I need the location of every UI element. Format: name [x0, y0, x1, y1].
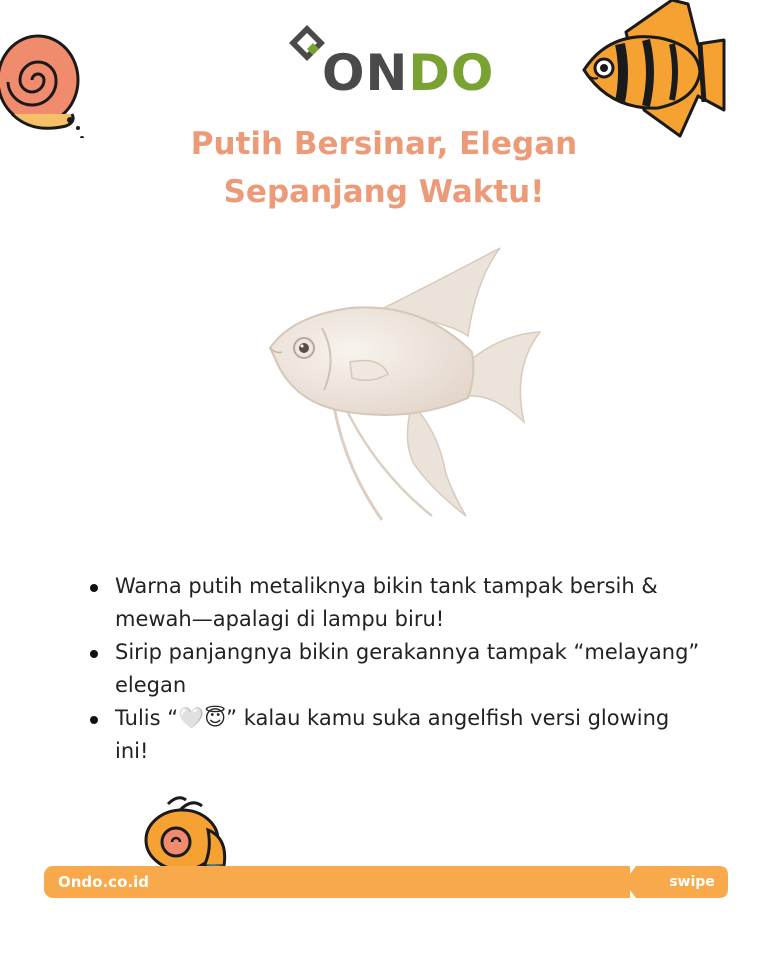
diamond-logo-icon: [288, 24, 326, 62]
white-angelfish-illustration: [262, 244, 552, 534]
swipe-button[interactable]: swipe: [669, 874, 715, 890]
snail-icon: [138, 794, 238, 872]
list-item: [88, 702, 708, 768]
snail-icon: [0, 14, 96, 138]
bullet-dot: [90, 716, 98, 724]
logo-wordmark: ONDO: [322, 44, 495, 102]
bullet-text: Sirip panjangnya bikin gerakannya tampak “melayang” elegan: [115, 640, 700, 697]
title-line-1: Putih Bersinar, Elegan: [190, 126, 578, 162]
page-title: [110, 120, 658, 216]
list-item: [88, 636, 708, 702]
website-link[interactable]: Ondo.co.id: [58, 873, 149, 891]
title-line-2: Sepanjang Waktu!: [223, 174, 545, 210]
footer-bar: [44, 866, 630, 898]
feature-list: [88, 570, 708, 768]
ondo-logo: [288, 22, 495, 102]
bullet-dot: [90, 650, 98, 658]
bullet-text: Warna putih metaliknya bikin tank tampak bersih & mewah—apalagi di lampu biru!: [115, 574, 658, 631]
bullet-text: Tulis “🤍😇” kalau kamu suka angelfish versi glowing ini!: [115, 706, 670, 763]
list-item: [88, 570, 708, 636]
bullet-dot: [90, 584, 98, 592]
